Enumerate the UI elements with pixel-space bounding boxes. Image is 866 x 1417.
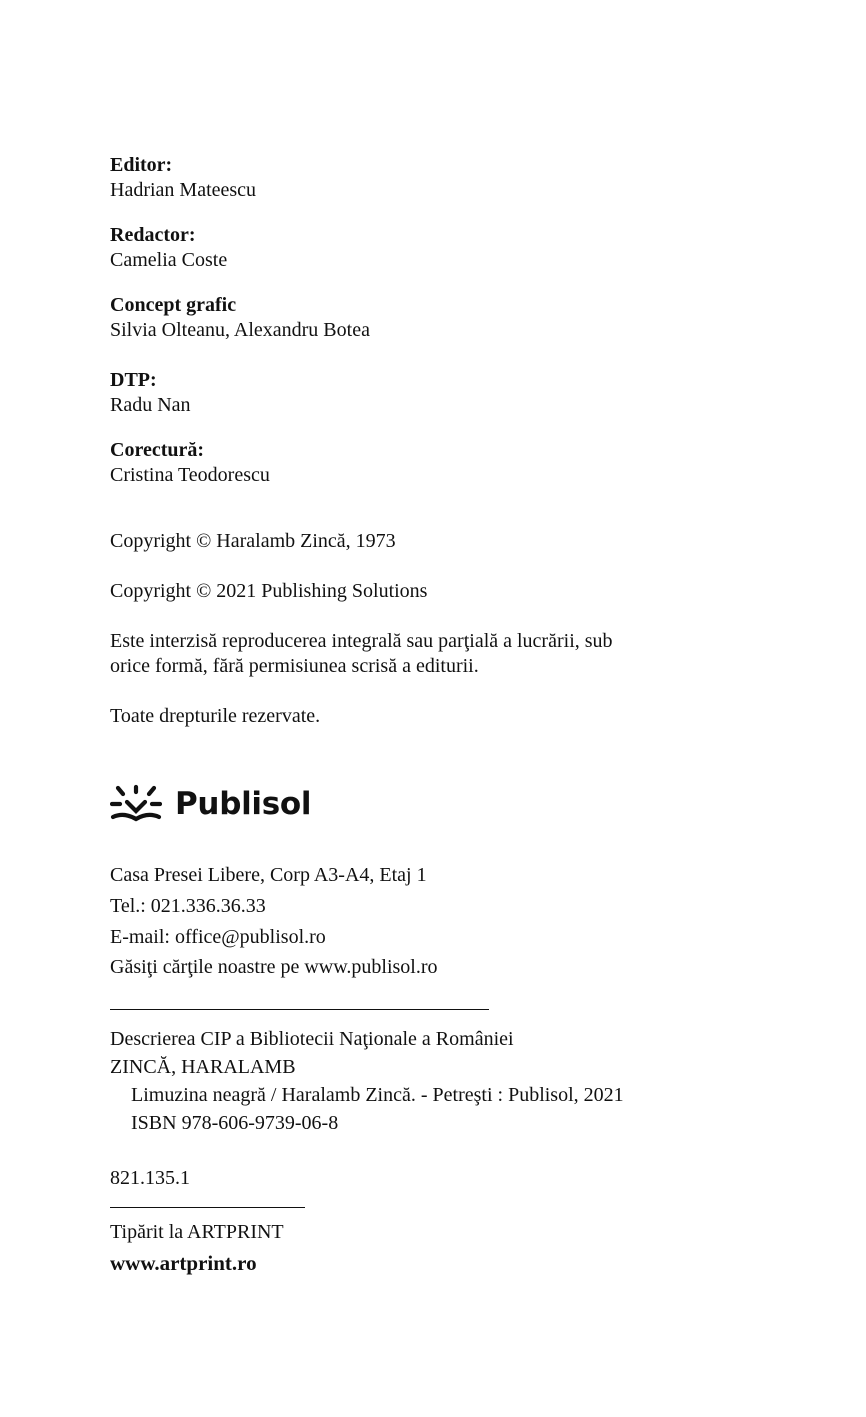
publisher-logo xyxy=(110,782,311,826)
credit-name-redactor: Camelia Coste xyxy=(110,249,228,271)
copyright-author: Copyright © Haralamb Zincă, 1973 xyxy=(110,530,396,552)
credit-name-proofreading: Cristina Teodorescu xyxy=(110,464,270,486)
credit-role-concept: Concept grafic xyxy=(110,294,237,316)
credit-name-editor: Hadrian Mateescu xyxy=(110,179,257,201)
publisher-phone: Tel.: 021.336.36.33 xyxy=(110,895,266,917)
cip-title-line: Limuzina neagră / Haralamb Zincă. - Petreşti : Publisol, 2021 xyxy=(131,1084,624,1106)
sun-over-book-icon xyxy=(110,784,162,824)
divider xyxy=(110,1207,305,1208)
rights-reserved: Toate drepturile rezervate. xyxy=(110,705,321,727)
credit-name-concept: Silvia Olteanu, Alexandru Botea xyxy=(110,319,370,341)
cip-classification: 821.135.1 xyxy=(110,1167,190,1189)
publisher-logo-text: Publisol xyxy=(175,786,312,822)
copyright-publisher: Copyright © 2021 Publishing Solutions xyxy=(110,580,428,602)
credit-role-dtp: DTP: xyxy=(110,369,157,391)
credit-role-proofreading: Corectură: xyxy=(110,439,205,461)
cip-author: ZINCĂ, HARALAMB xyxy=(110,1056,296,1078)
cip-isbn: ISBN 978-606-9739-06-8 xyxy=(131,1112,339,1134)
credit-role-redactor: Redactor: xyxy=(110,224,196,246)
copyright-notice-line2: orice formă, fără permisiunea scrisă a editurii. xyxy=(110,655,479,677)
cip-heading: Descrierea CIP a Bibliotecii Naţionale a României xyxy=(110,1028,514,1050)
credit-name-dtp: Radu Nan xyxy=(110,394,191,416)
divider xyxy=(110,1009,489,1010)
printer-name: Tipărit la ARTPRINT xyxy=(110,1221,284,1243)
copyright-notice-line1: Este interzisă reproducerea integrală sau parţială a lucrării, sub xyxy=(110,630,613,652)
publisher-address: Casa Presei Libere, Corp A3-A4, Etaj 1 xyxy=(110,864,427,886)
credit-role-editor: Editor: xyxy=(110,154,173,176)
publisher-email: E-mail: office@publisol.ro xyxy=(110,926,326,948)
printer-website: www.artprint.ro xyxy=(110,1251,257,1275)
publisher-website: Găsiţi cărţile noastre pe www.publisol.ro xyxy=(110,956,438,978)
